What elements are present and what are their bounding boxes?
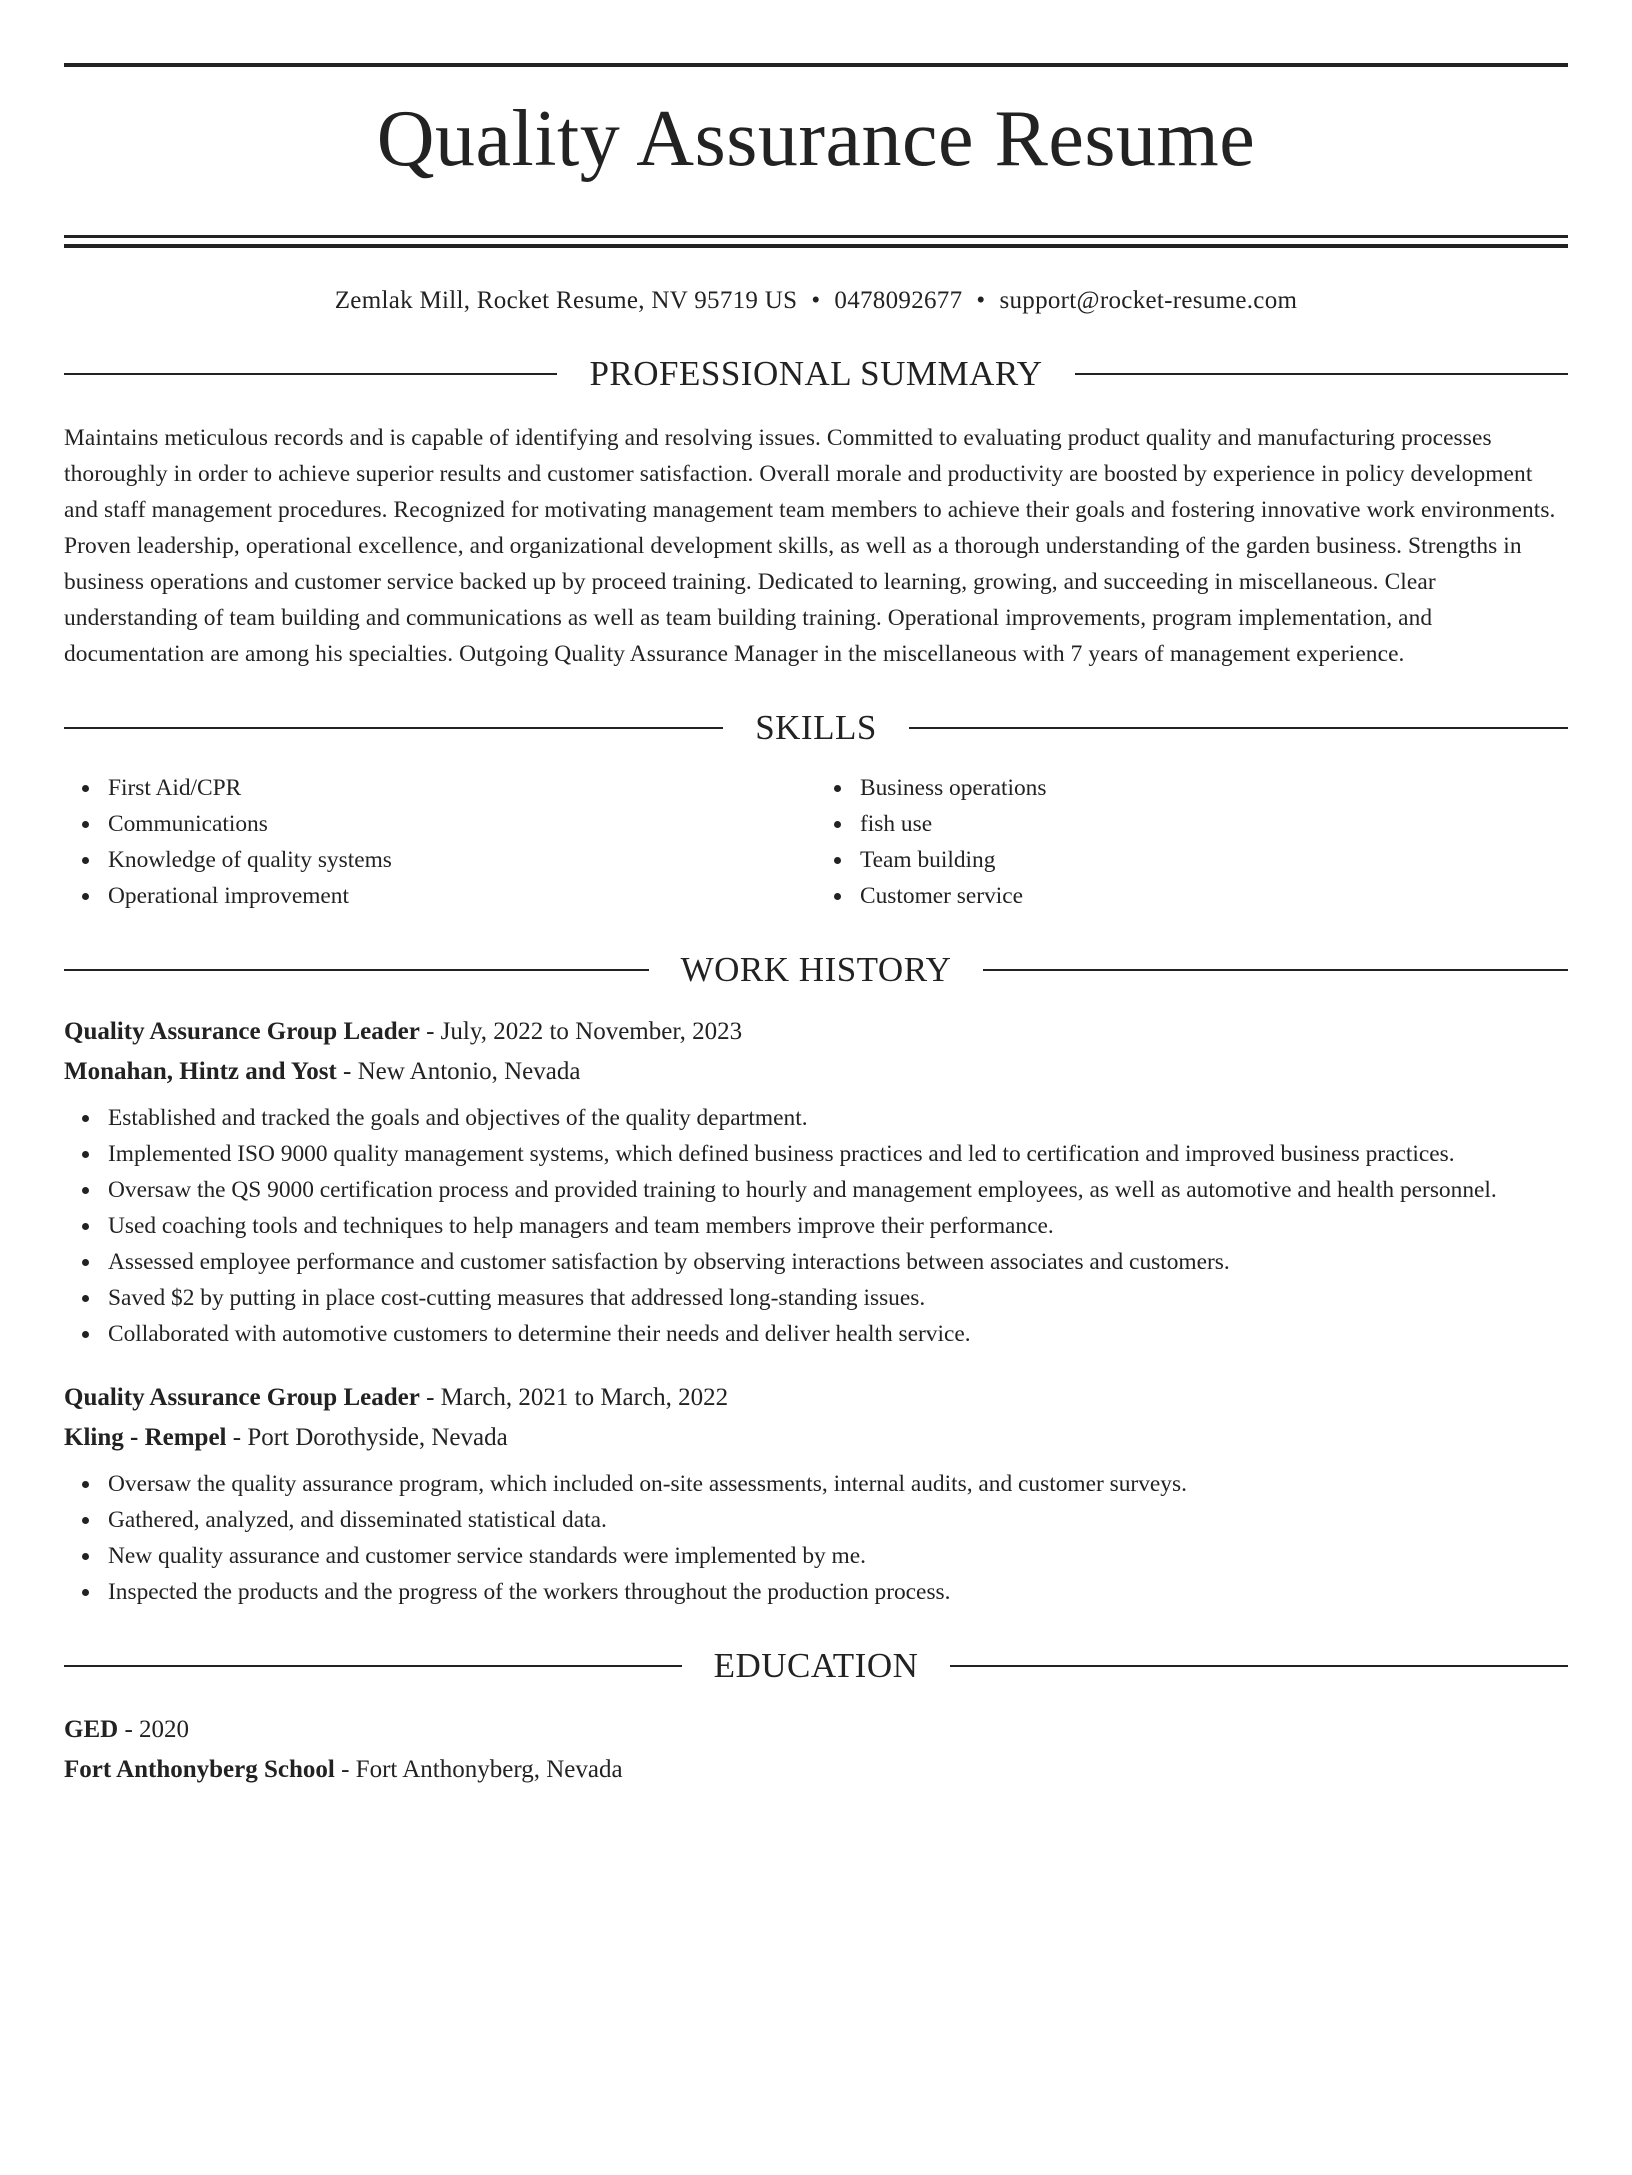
skill-item: Knowledge of quality systems [108, 842, 816, 878]
job-duty-item: Oversaw the quality assurance program, which included on-site assessments, internal audits, and customer surveys. [108, 1466, 1568, 1502]
skills-column-right [816, 770, 1568, 914]
section-rule [909, 727, 1568, 729]
education-degree: GED [64, 1716, 119, 1743]
summary-paragraph: Maintains meticulous records and is capable of identifying and resolving issues. Committed to evaluating product quality and manufacturing processes thoroughly in order to achieve superior results and customer satisfaction. Overall morale and productivity are boosted by experience in policy development and staff management procedures. Recognized for motivating management team members to achieve their goals and fostering innovative work environments. Proven leadership, operational excellence, and organizational development skills, as well as a thorough understanding of the garden business. Strengths in business operations and customer service backed up by proceed training. Dedicated to learning, growing, and succeeding in miscellaneous. Clear understanding of team building and communications as well as team building training. Operational improvements, program implementation, and documentation are among his specialties. Outgoing Quality Assurance Manager in the miscellaneous with 7 years of management experience. [64, 425, 1556, 667]
education-location: - Fort Anthonyberg, Nevada [334, 1756, 623, 1783]
section-title-summary: PROFESSIONAL SUMMARY [589, 354, 1043, 393]
job-duty-item: Assessed employee performance and customer satisfaction by observing interactions between associates and customers. [108, 1244, 1568, 1280]
title-double-rule [64, 235, 1568, 248]
skill-item: Communications [108, 806, 816, 842]
skill-item: Operational improvement [108, 878, 816, 914]
contact-separator: • [811, 287, 821, 314]
job-duty-item: New quality assurance and customer service standards were implemented by me. [108, 1538, 1568, 1574]
section-rule [64, 727, 723, 729]
job-title-line [64, 1378, 1568, 1418]
skills-list [64, 770, 1568, 914]
job-duty-item: Collaborated with automotive customers to determine their needs and deliver health service. [108, 1316, 1568, 1352]
job-duty-item: Established and tracked the goals and objectives of the quality department. [108, 1100, 1568, 1136]
education-year: - 2020 [118, 1716, 190, 1743]
skill-item: Business operations [860, 770, 1568, 806]
contact-line [64, 284, 1568, 318]
job-location: - New Antonio, Nevada [336, 1058, 581, 1085]
job-company: Monahan, Hintz and Yost [64, 1058, 337, 1085]
job-duty-item: Gathered, analyzed, and disseminated statistical data. [108, 1502, 1568, 1538]
contact-phone: 0478092677 [834, 287, 963, 314]
job-duties [64, 1100, 1568, 1352]
job-location: - Port Dorothyside, Nevada [226, 1424, 508, 1451]
job-company: Kling - Rempel [64, 1424, 227, 1451]
job-dates: - July, 2022 to November, 2023 [419, 1018, 743, 1045]
job-title-line [64, 1012, 1568, 1052]
contact-email: support@rocket-resume.com [999, 287, 1298, 314]
section-rule [950, 1665, 1568, 1667]
job-title: Quality Assurance Group Leader [64, 1384, 420, 1411]
job-company-line [64, 1052, 1568, 1092]
job-dates: - March, 2021 to March, 2022 [419, 1384, 729, 1411]
section-title-skills: SKILLS [755, 708, 877, 747]
section-title-work: WORK HISTORY [680, 950, 952, 989]
section-header-work [64, 950, 1568, 990]
job-duty-item: Implemented ISO 9000 quality management systems, which defined business practices and led to certification and improved business practices. [108, 1136, 1568, 1172]
section-header-skills [64, 708, 1568, 748]
section-rule [64, 969, 649, 971]
resume-title: Quality Assurance Resume [376, 95, 1256, 183]
skill-item: Customer service [860, 878, 1568, 914]
education-school: Fort Anthonyberg School [64, 1756, 335, 1783]
resume-page [0, 63, 1632, 2175]
skill-item: First Aid/CPR [108, 770, 816, 806]
skills-column-left [64, 770, 816, 914]
job-duties [64, 1466, 1568, 1610]
contact-address: Zemlak Mill, Rocket Resume, NV 95719 US [334, 287, 798, 314]
skill-item: fish use [860, 806, 1568, 842]
section-header-summary [64, 354, 1568, 394]
education-school-line [64, 1750, 1568, 1790]
section-rule [983, 969, 1568, 971]
section-rule [1075, 373, 1568, 375]
job-duty-item: Saved $2 by putting in place cost-cutting measures that addressed long-standing issues. [108, 1280, 1568, 1316]
job-title: Quality Assurance Group Leader [64, 1018, 420, 1045]
job-entry [64, 1012, 1568, 1352]
section-header-education [64, 1646, 1568, 1686]
section-title-education: EDUCATION [713, 1646, 919, 1685]
section-rule [64, 373, 557, 375]
job-duty-item: Used coaching tools and techniques to help managers and team members improve their performance. [108, 1208, 1568, 1244]
education-entry [64, 1710, 1568, 1790]
contact-separator: • [976, 287, 986, 314]
education-degree-line [64, 1710, 1568, 1750]
job-entry [64, 1378, 1568, 1610]
job-duty-item: Oversaw the QS 9000 certification process and provided training to hourly and management employees, as well as automotive and health personnel. [108, 1172, 1568, 1208]
job-company-line [64, 1418, 1568, 1458]
skill-item: Team building [860, 842, 1568, 878]
section-rule [64, 1665, 682, 1667]
job-duty-item: Inspected the products and the progress of the workers throughout the production process. [108, 1574, 1568, 1610]
